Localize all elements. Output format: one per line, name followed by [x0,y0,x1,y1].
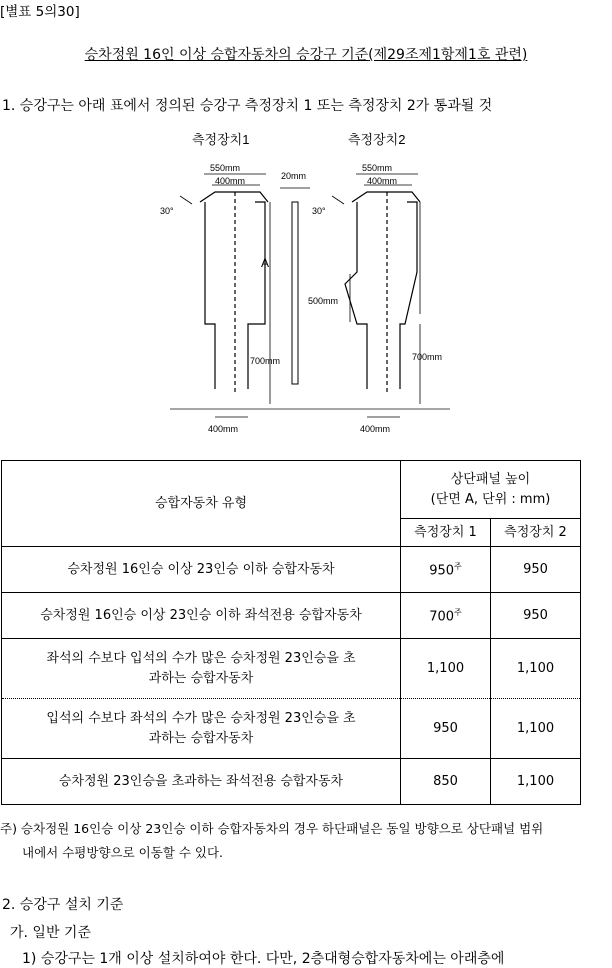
appendix-label: [별표 5의30] [0,4,80,20]
row-device1-value: 700 [429,609,455,625]
device2-middle-height: 500mm [308,296,339,306]
device1-top-width: 550mm [210,163,241,173]
device2-angle: 30° [312,206,326,216]
device1-dimensions [180,174,270,417]
header-device1: 측정장치 1 [401,519,491,547]
device1-title: 측정장치1 [192,132,250,147]
section-2-item-1: 1) 승강구는 1개 이상 설치하여야 한다. 다만, 2층대형승합자동차에는 아래층에 [22,951,505,967]
thickness-bar [292,202,298,384]
header-panel-height [401,461,581,519]
row-type: 승차정원 16인승 이상 23인승 이하 좌석전용 승합자동차 [2,593,401,639]
device1-angle: 30° [160,206,174,216]
device1-inner-width: 400mm [215,176,246,186]
row-device2: 1,100 [491,699,581,759]
row-device1: 950 [401,699,491,759]
row-device1: 850 [401,759,491,805]
row-type-line1: 입석의 수보다 좌석의 수가 많은 승차정원 23인승을 초 [46,710,356,726]
table-row [2,639,581,699]
thickness-label: 20mm [281,171,307,181]
row-type-line1: 좌석의 수보다 입석의 수가 많은 승차정원 23인승을 초 [46,650,356,666]
row-device2: 1,100 [491,639,581,699]
device2-dimensions [332,174,420,417]
table-note-line1: 주) 승차정원 16인승 이상 23인승 이하 승합자동차의 경우 하단패널은 동일 방향으로 상단패널 범위 [0,821,544,836]
device2-outline [345,192,420,394]
header-panel-height-line1: 상단패널 높이 [450,471,531,487]
table-row [2,699,581,759]
device2-inner-width: 400mm [367,176,398,186]
table-row [2,547,581,593]
device2-bottom-width: 400mm [360,424,391,434]
document-title-main: 승차정원 16인 이상 승합자동차의 승강구 기준 [84,47,369,63]
row-device1: 1,100 [401,639,491,699]
row-device2: 950 [491,593,581,639]
table-row [2,593,581,639]
row-type-line2: 과하는 승합자동차 [148,670,254,686]
row-device2: 1,100 [491,759,581,805]
row-type [2,699,401,759]
passenger-door-spec-table [1,460,581,805]
row-device2: 950 [491,547,581,593]
device2-top-width: 550mm [362,163,393,173]
row-note-mark: 주 [454,608,462,618]
section-2-heading: 2. 승강구 설치 기준 [2,897,124,913]
row-type: 승차정원 16인승 이상 23인승 이하 승합자동차 [2,547,401,593]
header-panel-height-line2: (단면 A, 단위 : mm) [430,491,551,507]
header-device2: 측정장치 2 [491,519,581,547]
row-type [2,639,401,699]
row-device1 [401,593,491,639]
device1-lower-height: 700mm [250,356,281,366]
row-device1 [401,547,491,593]
section-2-subheading: 가. 일반 기준 [10,925,91,941]
row-device1-value: 950 [429,563,455,579]
document-title-reference: (제29조제1항제1호 관련) [368,47,528,63]
device2-lower-height: 700mm [412,352,443,362]
table-header-row [2,461,581,519]
header-vehicle-type: 승합자동차 유형 [2,461,401,547]
table-note-line2: 내에서 수평방향으로 이동할 수 있다. [22,845,223,860]
row-type-line2: 과하는 승합자동차 [148,730,254,746]
row-type: 승차정원 23인승을 초과하는 좌석전용 승합자동차 [2,759,401,805]
device2-title: 측정장치2 [348,132,406,147]
device1-height-label: A [261,256,270,270]
measuring-device-diagram [160,124,460,444]
document-title [0,44,612,64]
row-note-mark: 주 [454,562,462,572]
section-1-text: 1. 승강구는 아래 표에서 정의된 승강구 측정장치 1 또는 측정장치 2가 통과될 것 [2,98,493,114]
device1-bottom-width: 400mm [208,424,239,434]
table-row [2,759,581,805]
